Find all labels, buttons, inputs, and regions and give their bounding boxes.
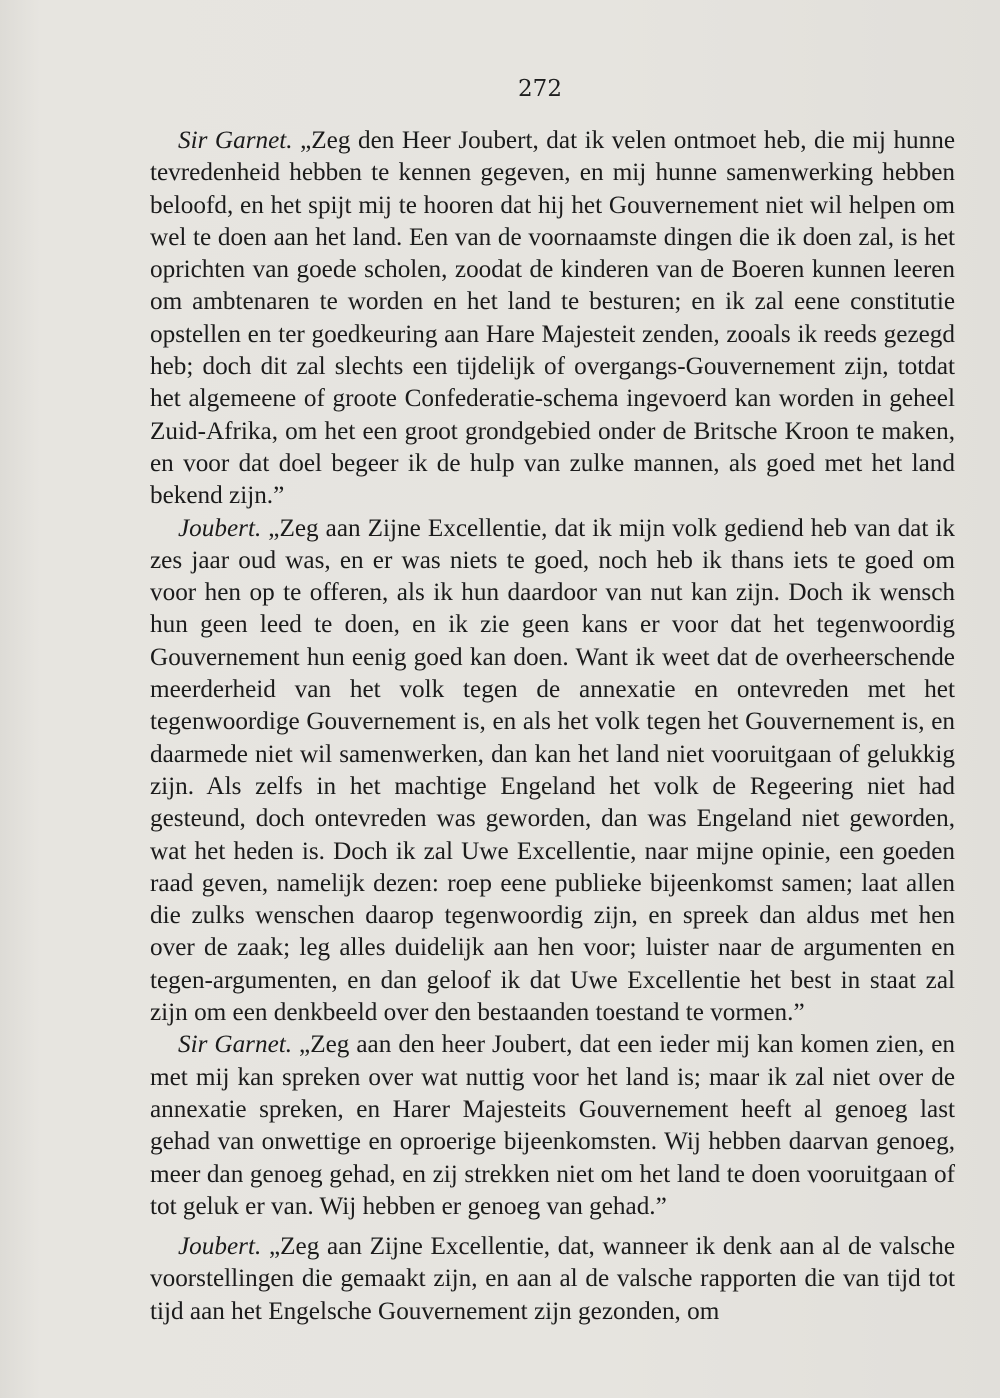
speaker-name: Joubert. <box>178 1233 262 1261</box>
paragraph-joubert-2 <box>150 1231 955 1328</box>
speaker-name: Sir Garnet. <box>178 127 293 154</box>
paragraph-sir-garnet-2 <box>150 1029 955 1223</box>
page-number: 272 <box>518 76 562 102</box>
paragraph-text: „Zeg den Heer Joubert, dat ik velen ontmoet heb, die mij hunne tevredenheid hebben te kennen gegeven, en mij hunne samenwerking hebben beloofd, en het spijt mij te hooren dat hij het Gouvernement niet wil helpen om wel te doen aan het land. Een van de voornaamste dingen die ik doen zal, is het oprichten van goede scholen, zoodat de kinderen van de Boeren kunnen leeren om ambtenaren te worden en het land te besturen; en ik zal eene constitutie opstellen en ter goedkeuring aan Hare Majesteit zenden, zooals ik reeds gezegd heb; doch dit zal slechts een tijdelijk of overgangs-Gouvernement zijn, totdat het algemeene of groote Confederatie-schema ingevoerd kan worden in geheel Zuid-Afrika, om het een groot grondgebied onder de Britsche Kroon te maken, en voor dat doel begeer ik de hulp van zulke mannen, als goed met het land bekend zijn.” <box>150 127 956 510</box>
body-text <box>150 125 955 1328</box>
paragraph-text: „Zeg aan Zijne Excellentie, dat, wanneer ik denk aan al de valsche voorstellingen die gemaakt zijn, en aan al de valsche rapporten die van tijd tot tijd aan het Engelsche Gouvernement zijn gezonden, om <box>150 1233 955 1325</box>
paragraph-text: „Zeg aan den heer Joubert, dat een ieder mij kan komen zien, en met mij kan spreken over wat nuttig voor het land is; maar ik zal niet over de annexatie spreken, en Harer Majesteits Gouvernement heeft al genoeg last gehad van onwettige en oproerige bijeenkomsten. Wij hebben daarvan genoeg, meer dan genoeg gehad, en zij strekken niet om het land te doen vooruitgaan of tot geluk er van. Wij hebben er genoeg van gehad.” <box>150 1031 955 1220</box>
paragraph-text: „Zeg aan Zijne Excellentie, dat ik mijn volk gediend heb van dat ik zes jaar oud was, en er was niets te goed, noch heb ik thans iets te goed om voor hen op te offeren, als ik hun daardoor van nut kan zijn. Doch ik wensch hun geen leed te doen, en ik zie geen kans er voor dat het tegenwoordig Gouvernement hun eenig goed kan doen. Want ik weet dat de overheerschende meerderheid van het volk tegen de annexatie en ontevreden met het tegenwoordige Gouvernement is, en als het volk tegen het Gouvernement is, en daarmede niet wil samenwerken, dan kan het land niet vooruitgaan of gelukkig zijn. Als zelfs in het machtige Engeland het volk de Regeering niet had gesteund, doch ontevreden was geworden, dan was Engeland niet geworden, wat het heden is. Doch ik zal Uwe Excellentie, naar mijne opinie, een goeden raad geven, namelijk dezen: roep eene publieke bijeenkomst samen; laat allen die zulks wenschen daarop tegenwoordig zijn, en spreek dan aldus met hen over de zaak; leg alles duidelijk aan hen voor; luister naar de argumenten en tegen-argumenten, en dan geloof ik dat Uwe Excellentie het best in staat zal zijn om een denkbeeld over den bestaanden toestand te vormen.” <box>150 514 955 1027</box>
paragraph-sir-garnet-1 <box>150 125 955 513</box>
paragraph-joubert-1 <box>150 513 955 1030</box>
speaker-name: Sir Garnet. <box>178 1031 293 1059</box>
speaker-name: Joubert. <box>178 514 262 542</box>
